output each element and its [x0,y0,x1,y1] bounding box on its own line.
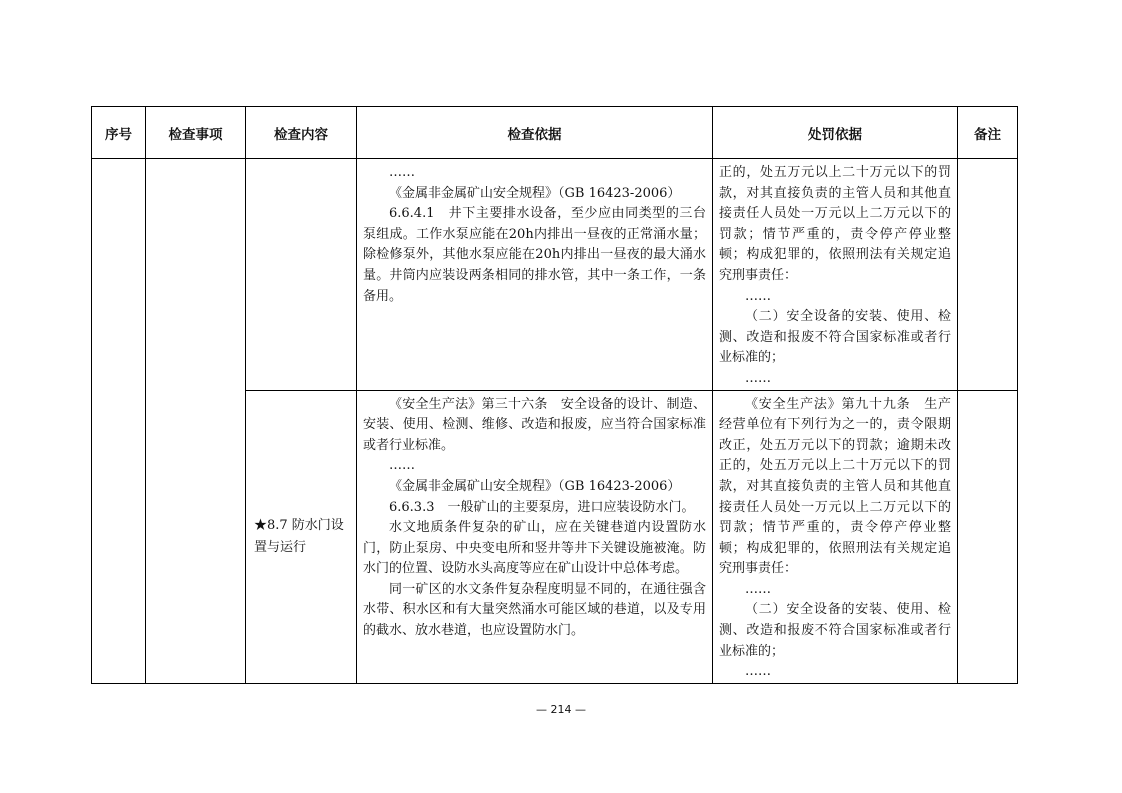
penalty-cell [713,159,958,391]
inspection-item-cell [146,159,246,684]
basis-paragraph: 6.6.3.3 一般矿山的主要泵房，进口应装设防水门。 [389,499,695,515]
table-row [92,159,1018,391]
page-number: — 214 — [536,703,586,716]
basis-paragraph: 水文地质条件复杂的矿山，应在关键巷道内设置防水门，防止泵房、中央变电所和竖井等井下关键设施被淹。防水门的位置、设防水头高度等应在矿山设计中总体考虑。 [363,520,706,577]
penalty-paragraph: …… [745,370,771,386]
header-inspection-basis: 检查依据 [357,107,713,159]
basis-paragraph: 《金属非金属矿山安全规程》（GB 16423-2006） [389,478,681,494]
basis-paragraph: …… [389,458,415,474]
basis-paragraph: 6.6.4.1 井下主要排水设备，至少应由同类型的三台泵组成。工作水泵应能在20h内排出一昼夜的正常涌水量；除检修泵外，其他水泵应能在20h内排出一昼夜的最大涌水量。井筒内应装设两条相同的排水管，其中一条工作，一条备用。 [363,206,706,304]
header-serial: 序号 [92,107,146,159]
header-inspection-item: 检查事项 [146,107,246,159]
serial-cell [92,159,146,684]
header-penalty-basis: 处罚依据 [713,107,958,159]
penalty-cell [713,390,958,683]
basis-paragraph: 同一矿区的水文条件复杂程度明显不同的，在通往强含水带、积水区和有大量突然涌水可能区域的巷道，以及专用的截水、放水巷道，也应设置防水门。 [363,581,706,639]
penalty-paragraph: …… [745,288,771,304]
basis-paragraph: 《安全生产法》第三十六条 安全设备的设计、制造、安装、使用、检测、维修、改造和报废，应当符合国家标准或者行业标准。 [363,396,706,453]
basis-cell [357,159,713,391]
penalty-paragraph: …… [745,581,771,597]
table-header-row [92,107,1018,159]
penalty-paragraph: （二）安全设备的安装、使用、检测、改造和报废不符合国家标准或者行业标准的； [719,309,951,366]
inspection-table [91,106,1018,684]
remarks-cell [958,390,1018,683]
header-inspection-content: 检查内容 [246,107,357,159]
basis-paragraph: …… [389,165,415,180]
penalty-paragraph: …… [745,664,771,680]
basis-cell [357,390,713,683]
content-cell [246,390,357,683]
remarks-cell [958,159,1018,391]
content-cell [246,159,357,391]
inspection-content-text: ★8.7 防水门设置与运行 [254,517,344,555]
penalty-paragraph: （二）安全设备的安装、使用、检测、改造和报废不符合国家标准或者行业标准的； [719,602,951,659]
basis-paragraph: 《金属非金属矿山安全规程》（GB 16423-2006） [389,185,681,201]
penalty-paragraph: 正的，处五万元以上二十万元以下的罚款，对其直接负责的主管人员和其他直接责任人员处一万元以上二万元以下的罚款；情节严重的，责令停产停业整顿；构成犯罪的，依照刑法有关规定追究刑事责任： [719,165,951,283]
header-remarks: 备注 [958,107,1018,159]
penalty-paragraph: 《安全生产法》第九十九条 生产经营单位有下列行为之一的，责令限期改正，处五万元以下的罚款；逾期未改正的，处五万元以上二十万元以下的罚款，对其直接负责的主管人员和其他直接责任人员处一万元以上二万元以下的罚款；情节严重的，责令停产停业整顿；构成犯罪的，依照刑法有关规定追究刑事责任： [719,396,951,577]
